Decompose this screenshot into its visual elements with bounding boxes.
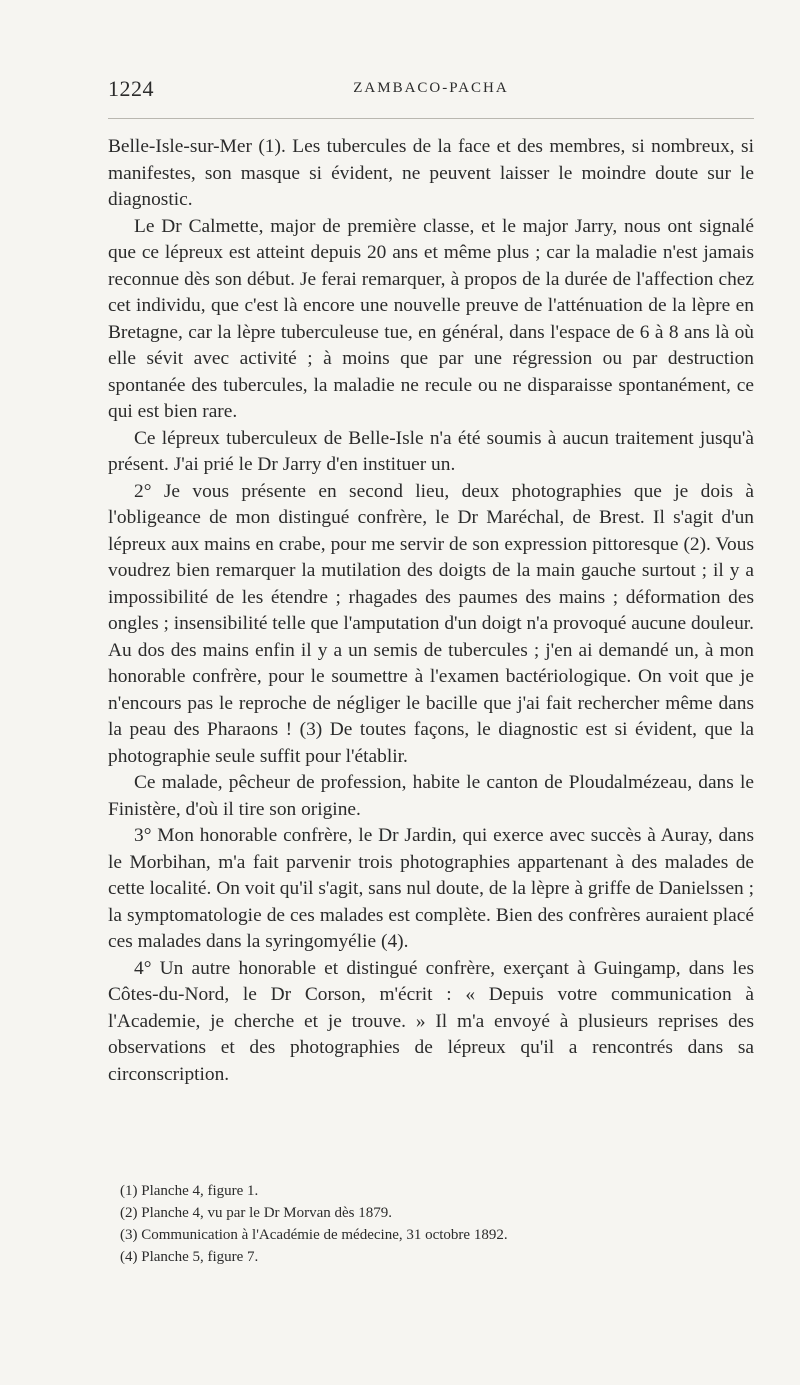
footnote: (1) Planche 4, figure 1. — [120, 1183, 259, 1199]
page-header — [108, 76, 754, 106]
header-divider — [108, 118, 754, 119]
paragraph: Le Dr Calmette, major de première classe, et le major Jarry, nous ont signalé que ce lépreux est atteint depuis 20 ans et même plus ; car la maladie n'est jamais reconnue dès son début. Je ferai remarquer, à propos de la durée de l'affection chez cet individu, que c'est là encore une nouvelle preuve de l'atténuation de la lèpre en Bretagne, car la lèpre tuberculeuse tue, en général, dans l'espace de 6 à 8 ans là où elle sévit avec activité ; à moins que par une régression ou par destruction spontanée des tubercules, la maladie ne recule ou ne disparaisse spontanément, ce qui est bien rare. — [108, 215, 754, 422]
footnote: (2) Planche 4, vu par le Dr Morvan dès 1879. — [120, 1205, 393, 1221]
running-title: ZAMBACO-PACHA — [353, 80, 509, 96]
paragraph: 2° Je vous présente en second lieu, deux photographies que je dois à l'obligeance de mon distingué confrère, le Dr Maréchal, de Brest. Il s'agit d'un lépreux aux mains en crabe, pour me servir de son expression pittoresque (2). Vous voudrez bien remarquer la mutilation des doigts de la main gauche surtout ; il y a impossibilité de les étendre ; rhagades des paumes des mains ; déformation des ongles ; insensibilité telle que l'amputation d'un doigt n'a provoqué aucune douleur. Au dos des mains enfin il y a un semis de tubercules ; j'en ai demandé un, à mon honorable confrère, pour le soumettre à l'examen bactériologique. On voit que je n'encours pas le reproche de négliger le bacille que j'ai fait rechercher même dans la peau des Pharaons ! (3) De toutes façons, le diagnostic est si évident, que la photographie seule suffit pour l'établir. — [108, 480, 754, 767]
paragraph: Belle-Isle-sur-Mer (1). Les tubercules de la face et des membres, si nombreux, si manifestes, son masque si évident, ne peuvent laisser le moindre doute sur le diagnostic. — [108, 136, 754, 210]
paragraph: 3° Mon honorable confrère, le Dr Jardin, qui exerce avec succès à Auray, dans le Morbihan, m'a fait parvenir trois photographies appartenant à des malades de cette localité. On voit qu'il s'agit, sans nul doute, de la lèpre à griffe de Danielssen ; la symptomatologie de ces malades est complète. Bien des confrères auraient placé ces malades dans la syringomyélie (4). — [108, 825, 754, 952]
footnotes — [120, 1180, 750, 1268]
paragraph: Ce lépreux tuberculeux de Belle-Isle n'a été soumis à aucun traitement jusqu'à présent. J'ai prié le Dr Jarry d'en instituer un. — [108, 427, 754, 475]
footnote: (4) Planche 5, figure 7. — [120, 1249, 259, 1265]
body-text — [108, 134, 754, 1088]
paragraph: 4° Un autre honorable et distingué confrère, exerçant à Guingamp, dans les Côtes-du-Nord, le Dr Corson, m'écrit : « Depuis votre communication à l'Academie, je cherche et je trouve. » Il m'a envoyé à plusieurs reprises des observations et des photographies de lépreux qu'il a rencontrés dans sa circonscription. — [108, 957, 754, 1085]
paragraph: Ce malade, pêcheur de profession, habite le canton de Ploudalmézeau, dans le Finistère, d'où il tire son origine. — [108, 772, 754, 820]
footnote: (3) Communication à l'Académie de médecine, 31 octobre 1892. — [120, 1227, 508, 1243]
page-number: 1224 — [108, 76, 154, 101]
